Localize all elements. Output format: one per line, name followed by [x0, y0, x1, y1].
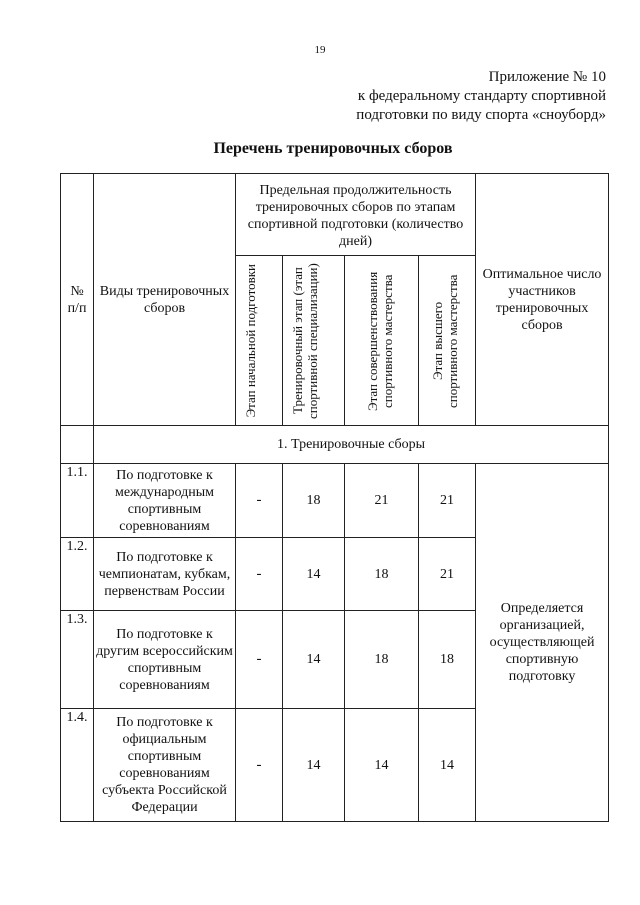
header-optimal: Оптимальное число участников тренировочных сборов: [476, 174, 609, 426]
header-stage-training: [283, 256, 345, 426]
optimal-value: Определяется организацией, осуществляющей спортивную подготовку: [476, 464, 609, 822]
row-2-number: 1.2.: [61, 538, 94, 611]
header-stage-highest: [419, 256, 476, 426]
row-4-stage-improvement: 14: [345, 709, 419, 822]
header-stage-improvement: [345, 256, 419, 426]
header-stage-initial-label: Этап начальной подготовки: [243, 263, 258, 418]
row-3-stage-highest: 18: [419, 611, 476, 709]
annex-line-1: Приложение № 10: [488, 69, 606, 85]
header-number: № п/п: [61, 174, 94, 426]
row-1-stage-initial: -: [236, 464, 283, 538]
row-3-kind: По подготовке к другим всероссийским спортивным соревнованиям: [94, 611, 236, 709]
row-3-stage-training: 14: [283, 611, 345, 709]
row-1-stage-highest: 21: [419, 464, 476, 538]
row-2-kind: По подготовке к чемпионатам, кубкам, первенствам России: [94, 538, 236, 611]
row-4-kind: По подготовке к официальным спортивным соревнованиям субъекта Российской Федерации: [94, 709, 236, 822]
document-title: Перечень тренировочных сборов: [213, 140, 453, 157]
header-stage-training-label: Тренировочный этап (этап спортивной специализации): [289, 262, 320, 419]
row-2-stage-initial: -: [236, 538, 283, 611]
annex-line-3: подготовки по виду спорта «сноуборд»: [356, 107, 606, 123]
row-4-stage-highest: 14: [419, 709, 476, 822]
header-stage-initial: [236, 256, 283, 426]
header-stage-improvement-label: Этап совершенствования спортивного мастерства: [364, 270, 395, 411]
row-4-stage-initial: -: [236, 709, 283, 822]
row-1-number: 1.1.: [61, 464, 94, 538]
training-camps-table: [60, 173, 609, 822]
section-heading: 1. Тренировочные сборы: [94, 426, 609, 464]
row-2-stage-highest: 21: [419, 538, 476, 611]
row-3-number: 1.3.: [61, 611, 94, 709]
row-3-stage-initial: -: [236, 611, 283, 709]
row-1-stage-improvement: 21: [345, 464, 419, 538]
row-2-stage-training: 14: [283, 538, 345, 611]
header-duration: Предельная продолжительность тренировочных сборов по этапам спортивной подготовки (количество дней): [236, 174, 476, 256]
header-kinds: Виды тренировочных сборов: [94, 174, 236, 426]
row-1-stage-training: 18: [283, 464, 345, 538]
row-4-stage-training: 14: [283, 709, 345, 822]
row-1-kind: По подготовке к международным спортивным соревнованиям: [94, 464, 236, 538]
page-number: 19: [314, 44, 326, 56]
row-4-number: 1.4.: [61, 709, 94, 822]
annex-header: [356, 68, 606, 125]
header-stage-highest-label: Этап высшего спортивного мастерства: [430, 273, 461, 408]
row-2-stage-improvement: 18: [345, 538, 419, 611]
row-3-stage-improvement: 18: [345, 611, 419, 709]
annex-line-2: к федеральному стандарту спортивной: [357, 88, 606, 104]
